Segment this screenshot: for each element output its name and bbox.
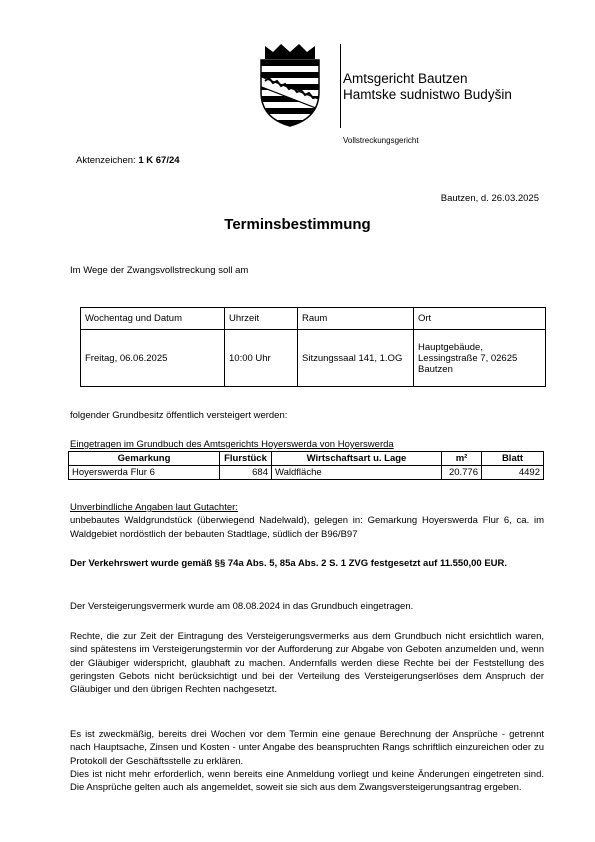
- header-divider: [340, 44, 341, 128]
- parcel-cell: 684: [220, 466, 272, 480]
- rights-text: Rechte, die zur Zeit der Eintragung des Versteigerungsvermerks aus dem Grundbuch nicht ersichtlich waren, sind spätestens im Versteigerungstermin vor der Aufforderung zur Abgabe von Geboten anzumelden und, wenn der Gläubiger widerspricht, glaubhaft zu machen. Andernfalls werden diese Rechte bei der Feststellung des geringsten Gebots nicht berücksichtigt und bei der Verteilung des Versteigerungserlöses dem Anspruch der Gläubiger und den übrigen Rechten nachgesetzt.: [70, 631, 544, 696]
- header-cell: Uhrzeit: [225, 308, 298, 330]
- file-number-value: 1 K 67/24: [138, 155, 180, 166]
- land-register-table: [68, 451, 544, 480]
- market-value-text: Der Verkehrswert wurde gemäß §§ 74a Abs. 5, 85a Abs. 2 S. 1 ZVG festgesetzt auf 11.550,00 EUR.: [70, 558, 508, 569]
- coat-of-arms-logo: [255, 42, 325, 128]
- claims-text: Es ist zweckmäßig, bereits drei Wochen vor dem Termin eine genaue Berechnung der Ansprüche - getrennt nach Hauptsache, Zinsen und Kosten - unter Angabe des beanspruchten Rangs schriftlich einzureichen oder zu Protokoll der Geschäftsstelle zu erklären.: [70, 729, 544, 767]
- header-cell: Flurstück: [220, 452, 272, 466]
- land-register-heading: Eingetragen im Grundbuch des Amtsgerichts Hoyerswerda von Hoyerswerda: [70, 439, 394, 450]
- auction-note-text: Der Versteigerungsvermerk wurde am 08.08.2024 in das Grundbuch eingetragen.: [70, 601, 414, 612]
- table-row: [69, 466, 544, 480]
- non-binding-text: unbebautes Waldgrundstück (überwiegend Nadelwald), gelegen in: Gemarkung Hoyerswerda Flur 6, ca. im Waldgebiet nordöstlich der bebauten Stadtlage, südlich der B96/B97: [70, 515, 544, 540]
- intro-text: Im Wege der Zwangsvollstreckung soll am: [70, 265, 249, 276]
- location-cell: Hauptgebäude, Lessingstraße 7, 02625 Bautzen: [414, 330, 546, 387]
- header-cell: Ort: [414, 308, 546, 330]
- usage-cell: Waldfläche: [272, 466, 442, 480]
- document-title: Terminsbestimmung: [224, 216, 371, 233]
- court-role: Vollstreckungsgericht: [343, 136, 419, 145]
- non-binding-section: [70, 501, 544, 541]
- place-date: Bautzen, d. 26.03.2025: [440, 193, 539, 204]
- header-cell: m²: [442, 452, 482, 466]
- land-table-header: [69, 452, 544, 466]
- file-number-label: Aktenzeichen:: [76, 155, 136, 166]
- auction-sentence: folgender Grundbesitz öffentlich versteigert werden:: [70, 410, 288, 421]
- district-cell: Hoyerswerda Flur 6: [69, 466, 220, 480]
- weekday-date-cell: Freitag, 06.06.2025: [81, 330, 225, 387]
- header-cell: Gemarkung: [69, 452, 220, 466]
- file-number: [76, 154, 180, 167]
- claims-section: [70, 728, 544, 794]
- header-cell: Raum: [298, 308, 414, 330]
- header-cell: Blatt: [482, 452, 544, 466]
- court-name-block: [343, 71, 512, 103]
- header-cell: Wirtschaftsart u. Lage: [272, 452, 442, 466]
- area-cell: 20.776: [442, 466, 482, 480]
- claims-text-2: Dies ist nicht mehr erforderlich, wenn bereits eine Anmeldung vorliegt und keine Änderungen eingetreten sind. Die Ansprüche gelten auch als angemeldet, soweit sie sich aus dem Zwangsversteigerungsantrag ergeben.: [70, 768, 544, 794]
- court-name-german: Amtsgericht Bautzen: [343, 71, 468, 86]
- non-binding-heading: Unverbindliche Angaben laut Gutachter:: [70, 502, 238, 513]
- appointment-table-header: [81, 308, 546, 330]
- time-cell: 10:00 Uhr: [225, 330, 298, 387]
- appointment-table: [80, 307, 546, 387]
- court-name-sorbian: Hamtske sudnistwo Budyšin: [343, 87, 512, 102]
- room-cell: Sitzungssaal 141, 1.OG: [298, 330, 414, 387]
- sheet-cell: 4492: [482, 466, 544, 480]
- header-cell: Wochentag und Datum: [81, 308, 225, 330]
- table-row: [81, 330, 546, 387]
